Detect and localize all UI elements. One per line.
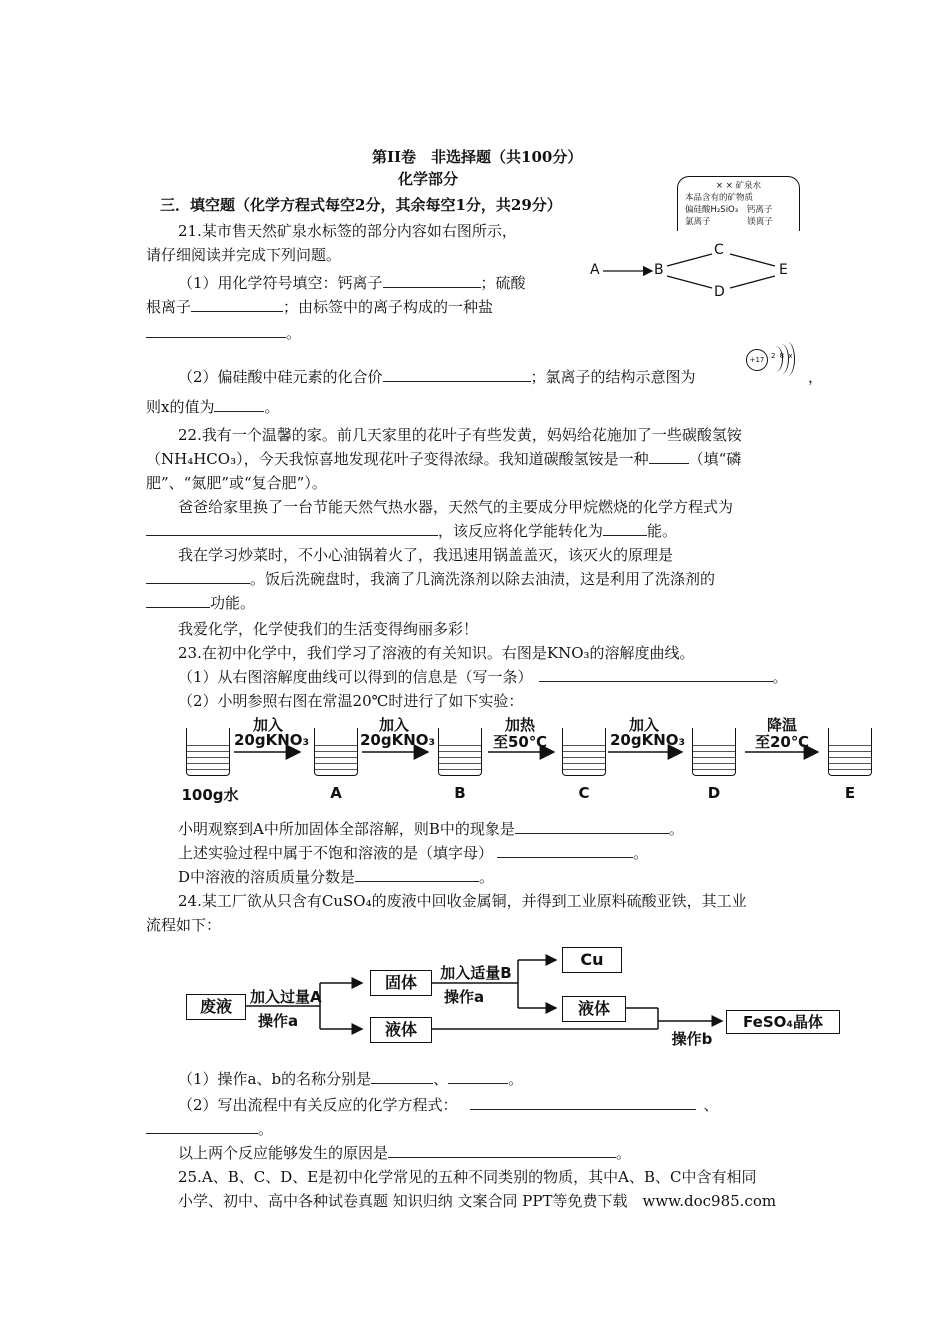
- q21-line: 请仔细阅读并完成下列问题。: [146, 246, 342, 264]
- beaker-label: B: [454, 784, 466, 802]
- q23-text: 上述实验过程中属于不饱和溶液的是（填字母）: [178, 844, 494, 862]
- q21-line: [178, 366, 696, 387]
- q23-text: （1）从右图溶解度曲线可以得到的信息是（写一条）: [178, 668, 533, 686]
- flow-label-op-b: 操作b: [671, 1030, 713, 1048]
- flow-box-liquid: 液体: [562, 996, 626, 1022]
- answer-blank[interactable]: [371, 1069, 433, 1084]
- answer-blank[interactable]: [515, 819, 669, 834]
- answer-blank[interactable]: [146, 323, 286, 338]
- q24-line: 24.某工厂欲从只含有CuSO₄的废液中回收金属铜，并得到工业原料硫酸亚铁，其工业: [178, 892, 747, 910]
- page-footer: 小学、初中、高中各种试卷真题 知识归纳 文案合同 PPT等免费下载 www.doc985.com: [178, 1192, 777, 1210]
- q22-line: [146, 448, 741, 469]
- q24-text: 。: [508, 1070, 524, 1088]
- step-label-top: 加入: [252, 716, 283, 734]
- q21-text: 。: [286, 324, 302, 342]
- q21-line: [146, 322, 301, 343]
- flow-box-solid: 固体: [370, 970, 432, 996]
- beaker-label: D: [707, 784, 721, 802]
- q21-text: （2）偏硅酸中硅元素的化合价: [178, 368, 383, 386]
- q22-line: 肥”、“氮肥”或“复合肥”）。: [146, 474, 327, 492]
- q22-line: 我在学习炒菜时，不小心油锅着火了，我迅速用锅盖盖灭，该灭火的原理是: [178, 546, 674, 564]
- q21-text: 则x的值为: [146, 398, 215, 416]
- q24-line: [146, 1118, 273, 1139]
- section-heading: 三．填空题（化学方程式每空2分，其余每空1分，共29分）: [160, 196, 562, 214]
- answer-blank[interactable]: [146, 593, 210, 608]
- q25-line: 25.A、B、C、D、E是初中化学常见的五种不同类别的物质，其中A、B、C中含有相同: [178, 1168, 757, 1186]
- q22-line: [146, 592, 255, 613]
- flow-box-waste: 废液: [186, 994, 246, 1020]
- answer-blank[interactable]: [146, 521, 438, 536]
- node-e: E: [779, 262, 788, 278]
- q24-text: 。: [258, 1120, 274, 1138]
- step-label-bottom: 20gKNO₃: [610, 731, 686, 749]
- answer-blank[interactable]: [448, 1069, 508, 1084]
- q22-text: 功能。: [210, 594, 256, 612]
- q22-text: （填“磷: [688, 450, 742, 468]
- step-label-top: 加入: [378, 716, 409, 734]
- q22-text: ，该反应将化学能转化为: [438, 522, 604, 540]
- q22-text: （NH₄HCO₃），今天我惊喜地发现花叶子变得浓绿。我知道碳酸氢铵是一种: [146, 450, 649, 468]
- beaker-label: E: [844, 784, 856, 802]
- link-b-c: [667, 254, 712, 266]
- label-item: 偏硅酸H₂SiO₃: [685, 205, 739, 215]
- q23-line: [178, 866, 494, 887]
- label-line: [678, 204, 799, 216]
- link-b-d: [667, 276, 712, 288]
- q23-text: D中溶液的溶质质量分数是: [178, 868, 356, 886]
- step-label-bottom: 至20℃: [754, 733, 810, 751]
- flow-label-add-a: 加入过量A: [250, 988, 322, 1006]
- flow-label-add-b: 加入适量B: [440, 964, 512, 982]
- q23-line: [178, 666, 788, 687]
- label-item: 钙离子: [746, 205, 773, 215]
- q24-line: [178, 1068, 523, 1089]
- q24-text: 。: [616, 1144, 632, 1162]
- nucleus: +17: [746, 349, 768, 371]
- q21-text: ；氯离子的结构示意图为: [530, 368, 696, 386]
- q23-line: [178, 818, 684, 839]
- link-d-e: [730, 276, 775, 288]
- q21-text: 。: [264, 398, 280, 416]
- q24-line: [178, 1142, 631, 1163]
- q24-text: 、: [433, 1070, 449, 1088]
- answer-blank[interactable]: [470, 1095, 696, 1110]
- mineral-water-label: [677, 176, 800, 231]
- beaker: [186, 728, 230, 776]
- q21-line: [178, 272, 526, 293]
- flow-box-liquid: 液体: [370, 1017, 432, 1043]
- answer-blank[interactable]: [146, 569, 250, 584]
- q22-line: [146, 568, 715, 589]
- q21-text: ；由标签中的离子构成的一种盐: [283, 298, 494, 316]
- q22-line: [146, 520, 677, 541]
- q23-line: （2）小明参照右图在常温20℃时进行了如下实验：: [178, 692, 524, 710]
- q22-text: 。饭后洗碗盘时，我滴了几滴洗涤剂以除去油渍，这是利用了洗涤剂的: [250, 570, 716, 588]
- answer-blank[interactable]: [214, 397, 264, 412]
- q23-text: 。: [772, 668, 788, 686]
- flow-label-op-a: 操作a: [257, 1012, 299, 1030]
- q23-text: 小明观察到A中所加固体全部溶解，则B中的现象是: [178, 820, 515, 838]
- answer-blank[interactable]: [649, 449, 689, 464]
- answer-blank[interactable]: [383, 367, 531, 382]
- paper-subtitle: 化学部分: [398, 170, 459, 188]
- q22-text: 能。: [647, 522, 678, 540]
- q22-line: 22.我有一个温馨的家。前几天家里的花叶子有些发黄，妈妈给花施加了一些碳酸氢铵: [178, 426, 742, 444]
- q21-text: ，: [808, 368, 824, 386]
- beaker: [438, 728, 482, 776]
- beaker-label: C: [578, 784, 590, 802]
- q22-line: 我爱化学，化学使我们的生活变得绚丽多彩！: [178, 620, 479, 638]
- label-item: 镁离子: [747, 217, 773, 227]
- step-label-top: 加入: [628, 716, 659, 734]
- node-a: A: [590, 262, 600, 278]
- q23-text: 。: [479, 868, 495, 886]
- beaker-label: 100g水: [181, 786, 239, 804]
- q24-line: [178, 1094, 719, 1115]
- beaker-label: A: [330, 784, 342, 802]
- q21-text: ；硫酸: [480, 274, 526, 292]
- shell-electrons: 2 8 x: [771, 352, 793, 360]
- q23-text: 。: [633, 844, 649, 862]
- paper-title: 第II卷 非选择题（共100分）: [372, 148, 583, 166]
- beaker: [314, 728, 358, 776]
- node-b: B: [654, 262, 664, 278]
- label-line: 本品含有的矿物质: [685, 193, 754, 203]
- answer-blank[interactable]: [146, 1119, 258, 1134]
- beaker: [692, 728, 736, 776]
- q24-line: 流程如下：: [146, 916, 222, 934]
- q21-line: 21.某市售天然矿泉水标签的部分内容如右图所示，: [178, 222, 517, 240]
- q23-text: 。: [668, 820, 684, 838]
- q24-text: （1）操作a、b的名称分别是: [178, 1070, 372, 1088]
- flow-label-op-a: 操作a: [443, 988, 485, 1006]
- node-c: C: [714, 242, 724, 258]
- step-label-top: 加热: [504, 716, 535, 734]
- step-label-bottom: 20gKNO₃: [360, 731, 436, 749]
- beaker: [562, 728, 606, 776]
- answer-blank[interactable]: [355, 867, 479, 882]
- q24-text: 、: [703, 1096, 719, 1114]
- label-line: [678, 216, 799, 228]
- answer-blank[interactable]: [191, 297, 283, 312]
- q23-line: [178, 842, 648, 863]
- label-item: 氯离子: [685, 217, 711, 227]
- link-c-e: [730, 254, 775, 266]
- q21-line: [146, 396, 279, 417]
- step-label-top: 降温: [766, 716, 797, 734]
- step-label-bottom: 至50℃: [492, 733, 548, 751]
- label-title: × × 矿泉水: [715, 181, 762, 191]
- answer-blank[interactable]: [388, 1143, 616, 1158]
- q21-text: （1）用化学符号填空：钙离子: [178, 274, 383, 292]
- q24-text: 以上两个反应能够发生的原因是: [178, 1144, 389, 1162]
- answer-blank[interactable]: [603, 521, 647, 536]
- answer-blank[interactable]: [383, 273, 481, 288]
- q23-line: 23.在初中化学中，我们学习了溶液的有关知识。右图是KNO₃的溶解度曲线。: [178, 644, 695, 662]
- chloride-structure-diagram: [746, 346, 806, 376]
- q21-line: [146, 296, 493, 317]
- flow-box-product: FeSO₄晶体: [726, 1010, 840, 1034]
- step-label-bottom: 20gKNO₃: [234, 731, 310, 749]
- beaker: [828, 728, 872, 776]
- q24-text: （2）写出流程中有关反应的化学方程式：: [178, 1096, 458, 1114]
- flow-box-cu: Cu: [562, 947, 622, 973]
- q21-text: 根离子: [146, 298, 192, 316]
- q22-line: 爸爸给家里换了一台节能天然气热水器，天然气的主要成分甲烷燃烧的化学方程式为: [178, 498, 734, 516]
- answer-blank[interactable]: [539, 667, 773, 682]
- node-d: D: [714, 284, 725, 300]
- answer-blank[interactable]: [497, 843, 633, 858]
